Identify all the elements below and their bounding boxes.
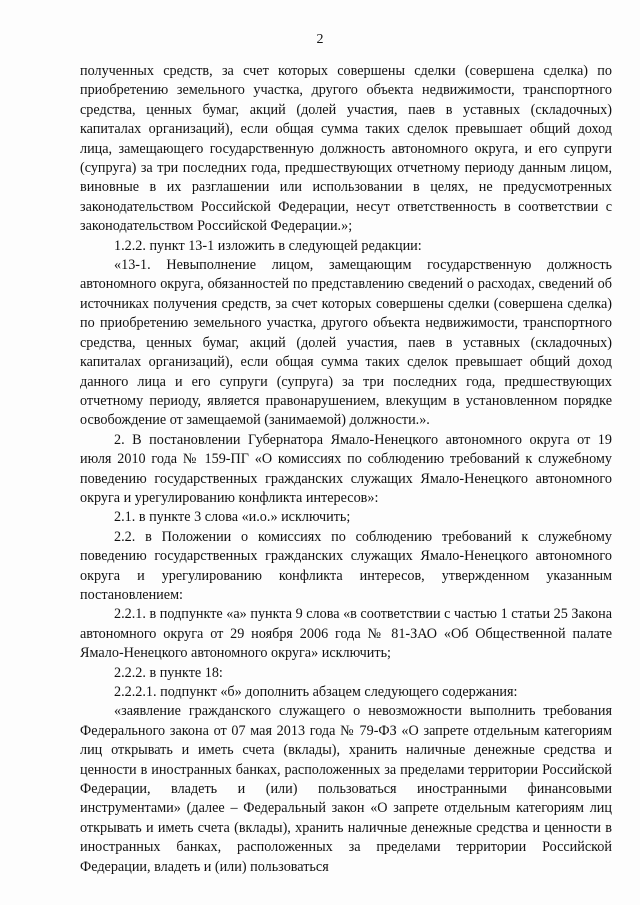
- paragraph-1-2-2: 1.2.2. пункт 13-1 изложить в следующей редакции:: [114, 237, 422, 254]
- paragraph-quote-13-1: «13-1. Невыполнение лицом, замещающим государственную должность автономного округа, обязанностей по представлению сведений о расходах, сведений об источниках получения средств, за счет которых совершены сделки (совершена сделка) по приобретению земельного участка, другого объекта недвижимости, транспортного средства, ценных бумаг, акций (долей участия, паев в уставных (складочных) капиталах организаций), если общая сумма таких сделок превышает общий доход данного лица и его супруги (супруга) за три последних года, предшествующих отчетному периоду, является правонарушением, влекущим в установленном порядке освобождение от замещаемой (занимаемой) должности.».: [80, 257, 612, 429]
- paragraph-2-2: 2.2. в Положении о комиссиях по соблюдению требований к служебному поведению государственных гражданских служащих Ямало-Ненецкого автономного округа и урегулированию конфликта интересов, утвержденном указанным постановлением:: [80, 528, 612, 603]
- paragraph-2: 2. В постановлении Губернатора Ямало-Ненецкого автономного округа от 19 июля 2010 года № 159-ПГ «О комиссиях по соблюдению требований к служебному поведению государственных гражданских служащих Ямало-Ненецкого автономного округа и урегулированию конфликта интересов»:: [80, 431, 612, 506]
- paragraph-2-2-2-1: 2.2.2.1. подпункт «б» дополнить абзацем следующего содержания:: [114, 684, 518, 700]
- paragraph-quote-statement: «заявление гражданского служащего о невозможности выполнить требования Федерального закона от 07 мая 2013 года № 79-ФЗ «О запрете отдельным категориям лиц открывать и иметь счета (вклады), хранить наличные денежные средства и ценности в иностранных банках, расположенных за пределами территории Российской Федерации, владеть и (или) пользоваться иностранными финансовыми инструментами» (далее – Федеральный закон «О запрете отдельным категориям лиц открывать и иметь счета (вклады), хранить наличные денежные средства и ценности в иностранных банках, расположенных за пределами территории Российской Федерации, владеть и (или) пользоваться: [80, 703, 612, 875]
- paragraph-2-2-2: 2.2.2. в пункте 18:: [114, 664, 223, 681]
- page-number: 2: [316, 32, 324, 47]
- paragraph-2-1: 2.1. в пункте 3 слова «и.о.» исключить;: [114, 509, 351, 526]
- paragraph-2-2-1: 2.2.1. в подпункте «а» пункта 9 слова «в соответствии с частью 1 статьи 25 Закона автономного округа от 29 ноября 2006 года № 81-ЗАО «Об Общественной палате Ямало-Ненецкого автономного округа» исключить;: [80, 606, 612, 662]
- paragraph-continuation: полученных средств, за счет которых совершены сделки (совершена сделка) по приобретению земельного участка, другого объекта недвижимости, транспортного средства, ценных бумаг, акций (долей участия, паев в уставных (складочных) капиталах организаций), если общая сумма таких сделок превышает общий доход лица, замещающего государственную должность автономного округа, и его супруги (супруга) за три последних года, предшествующих отчетному периоду данным лицом, виновные в их разглашении или использовании в целях, не предусмотренных законодательством Российской Федерации, несут ответственность в соответствии с законодательством Российской Федерации.»;: [80, 63, 612, 235]
- document-body: [80, 62, 612, 877]
